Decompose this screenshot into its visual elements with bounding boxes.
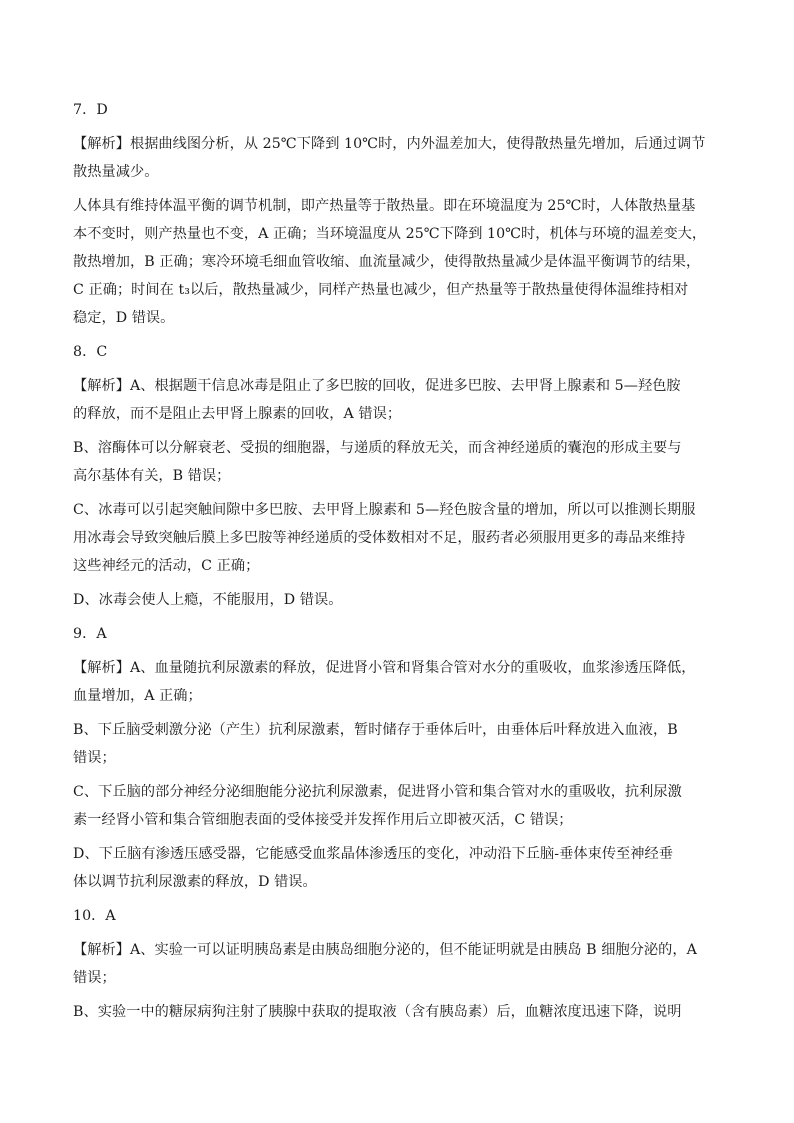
text-line: 人体具有维持体温平衡的调节机制，即产热量等于散热量。即在环境温度为 25℃时，人体散热量基	[73, 198, 696, 214]
text-line: 体以调节抗利尿激素的释放，D 错误。	[73, 874, 317, 890]
text-line: 用冰毒会导致突触后膜上多巴胺等神经递质的受体数相对不足，服药者必须服用更多的毒品来维持	[73, 530, 686, 546]
text-line: 8．C	[73, 344, 108, 360]
text-line: 7．D	[73, 102, 108, 118]
paragraph	[73, 96, 685, 124]
text-line: 血量增加，A 正确；	[73, 688, 202, 704]
paragraph	[73, 434, 685, 490]
paragraph	[73, 338, 685, 366]
text-line: 散热量减少。	[73, 164, 159, 180]
text-line: 【解析】根据曲线图分析，从 25℃下降到 10℃时，内外温差加大，使得散热量先增加，后通过调节	[73, 136, 706, 152]
text-line: B、实验一中的糖尿病狗注射了胰腺中获取的提取液（含有胰岛素）后，血糖浓度迅速下降，说明	[73, 1004, 682, 1020]
paragraph	[73, 998, 685, 1026]
paragraph	[73, 192, 707, 332]
text-line: B、下丘脑受刺激分泌（产生）抗利尿激素，暂时储存于垂体后叶，由垂体后叶释放进入血液，B	[73, 722, 678, 738]
paragraph	[73, 716, 685, 772]
text-line: 【解析】A、根据题干信息冰毒是阻止了多巴胺的回收，促进多巴胺、去甲肾上腺素和 5—羟色胺	[73, 378, 681, 394]
paragraph	[73, 778, 685, 834]
paragraph	[73, 654, 696, 710]
text-line: D、冰毒会使人上瘾，不能服用，D 错误。	[73, 592, 343, 608]
paragraph	[73, 902, 685, 930]
text-line: 错误；	[73, 970, 116, 986]
text-line: 错误；	[73, 750, 116, 766]
text-line: 这些神经元的活动，C 正确；	[73, 558, 260, 574]
paragraph	[73, 936, 697, 992]
paragraph	[73, 840, 685, 896]
text-line: C、冰毒可以引起突触间隙中多巴胺、去甲肾上腺素和 5—羟色胺含量的增加，所以可以推测长期服	[73, 502, 696, 518]
paragraph	[73, 130, 706, 186]
text-line: 9．A	[73, 626, 107, 642]
text-line: 本不变时，则产热量也不变，A 正确；当环境温度从 25℃下降到 10℃时，机体与环境的温差变大，	[73, 226, 707, 242]
paragraph	[73, 620, 685, 648]
paragraph	[73, 496, 696, 580]
text-line: 的释放，而不是阻止去甲肾上腺素的回收，A 错误；	[73, 406, 402, 422]
text-line: C 正确；时间在 t₃以后，散热量减少，同样产热量也减少，但产热量等于散热量使得体温维持相对	[73, 282, 689, 298]
paragraph	[73, 372, 685, 428]
text-line: 【解析】A、血量随抗利尿激素的释放，促进肾小管和肾集合管对水分的重吸收，血浆渗透压降低，	[73, 660, 696, 676]
text-line: 散热增加，B 正确；寒冷环境毛细血管收缩、血流量减少，使得散热量减少是体温平衡调节的结果，	[73, 254, 701, 270]
text-line: 稳定，D 错误。	[73, 310, 175, 326]
answer-document	[73, 96, 707, 1026]
text-line: D、下丘脑有渗透压感受器，它能感受血浆晶体渗透压的变化，冲动沿下丘脑-垂体束传至神经垂	[73, 846, 674, 862]
text-line: 高尔基体有关，B 错误；	[73, 468, 231, 484]
text-line: 素一经肾小管和集合管细胞表面的受体接受并发挥作用后立即被灭活，C 错误；	[73, 812, 573, 828]
text-line: B、溶酶体可以分解衰老、受损的细胞器，与递质的释放无关，而含神经递质的囊泡的形成主要与	[73, 440, 682, 456]
text-line: C、下丘脑的部分神经分泌细胞能分泌抗利尿激素，促进肾小管和集合管对水的重吸收，抗利尿激	[73, 784, 682, 800]
text-line: 10．A	[73, 908, 116, 924]
paragraph	[73, 586, 685, 614]
text-line: 【解析】A、实验一可以证明胰岛素是由胰岛细胞分泌的，但不能证明就是由胰岛 B 细胞分泌的，A	[73, 942, 697, 958]
